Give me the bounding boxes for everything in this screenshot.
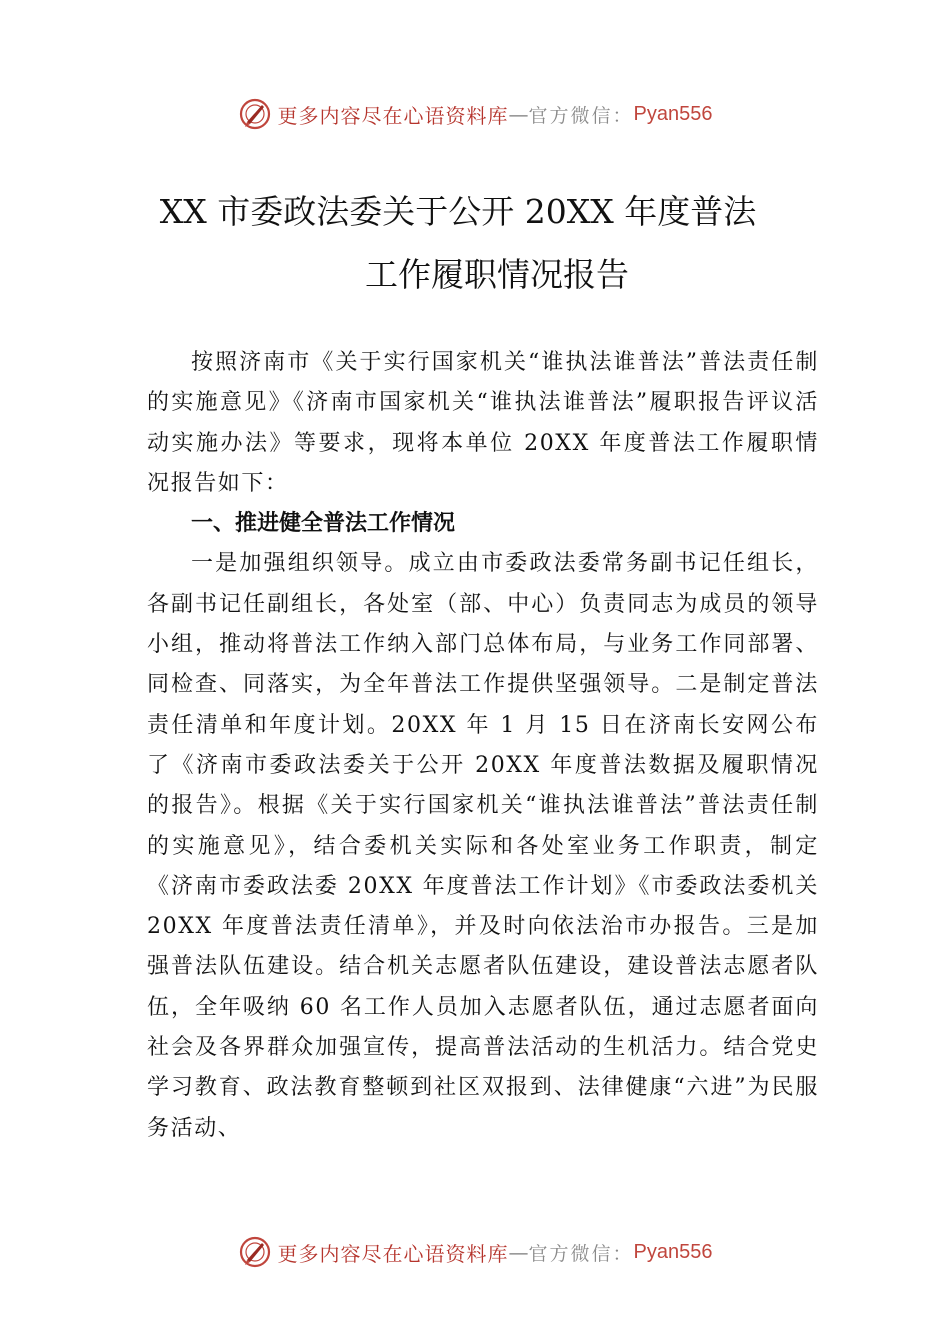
document-title-line2: 工作履职情况报告 <box>365 255 629 294</box>
watermark-separator: — <box>508 1240 529 1264</box>
document-body <box>147 343 819 1149</box>
section-heading: 一、推进健全普法工作情况 <box>191 511 456 537</box>
intro-paragraph: 按照济南市《关于实行国家机关“谁执法谁普法”普法责任制的实施意见》《济南市国家机关“谁执法谁普法”履职报告评议活动实施办法》等要求，现将本单位 20XX 年度普法工作履职情况报告如下： <box>147 350 819 496</box>
watermark-wechat-id: Pyan556 <box>633 102 713 125</box>
watermark-label: 官方微信： <box>528 1242 634 1265</box>
watermark-separator: — <box>508 102 529 126</box>
watermark-label: 官方微信： <box>528 104 634 127</box>
section-paragraph: 一是加强组织领导。成立由市委政法委常务副书记任组长，各副书记任副组长，各处室（部、中心）负责同志为成员的领导小组，推动将普法工作纳入部门总体布局，与业务工作同部署、同检查、同落实，为全年普法工作提供坚强领导。二是制定普法责任清单和年度计划。20XX 年 1 月 15 日在济南长安网公布了《济南市委政法委关于公开 20XX 年度普法数据及履职情况的报告》。根据《关于实行国家机关“谁执法谁普法”普法责任制的实施意见》，结合委机关实际和各处室业务工作职责，制定《济南市委政法委 20XX 年度普法工作计划》《市委政法委机关 20XX 年度普法责任清单》，并及时向依法治市办报告。三是加强普法队伍建设。结合机关志愿者队伍建设，建设普法志愿者队伍，全年吸纳 60 名工作人员加入志愿者队伍，通过志愿者面向社会及各界群众加强宣传，提高普法活动的生机活力。结合党史学习教育、政法教育整顿到社区双报到、法律健康“六进”为民服务活动、 <box>147 551 819 1141</box>
watermark-site-text: 更多内容尽在心语资料库 <box>277 103 509 128</box>
brand-logo-icon <box>238 97 272 131</box>
brand-logo-icon <box>238 1235 272 1269</box>
watermark-site-text: 更多内容尽在心语资料库 <box>277 1241 509 1266</box>
watermark-banner-bottom <box>0 1232 950 1272</box>
watermark-banner-top <box>0 94 950 134</box>
watermark-wechat-id: Pyan556 <box>633 1240 713 1263</box>
document-title-line1: XX 市委政法委关于公开 20XX 年度普法 <box>159 192 757 231</box>
